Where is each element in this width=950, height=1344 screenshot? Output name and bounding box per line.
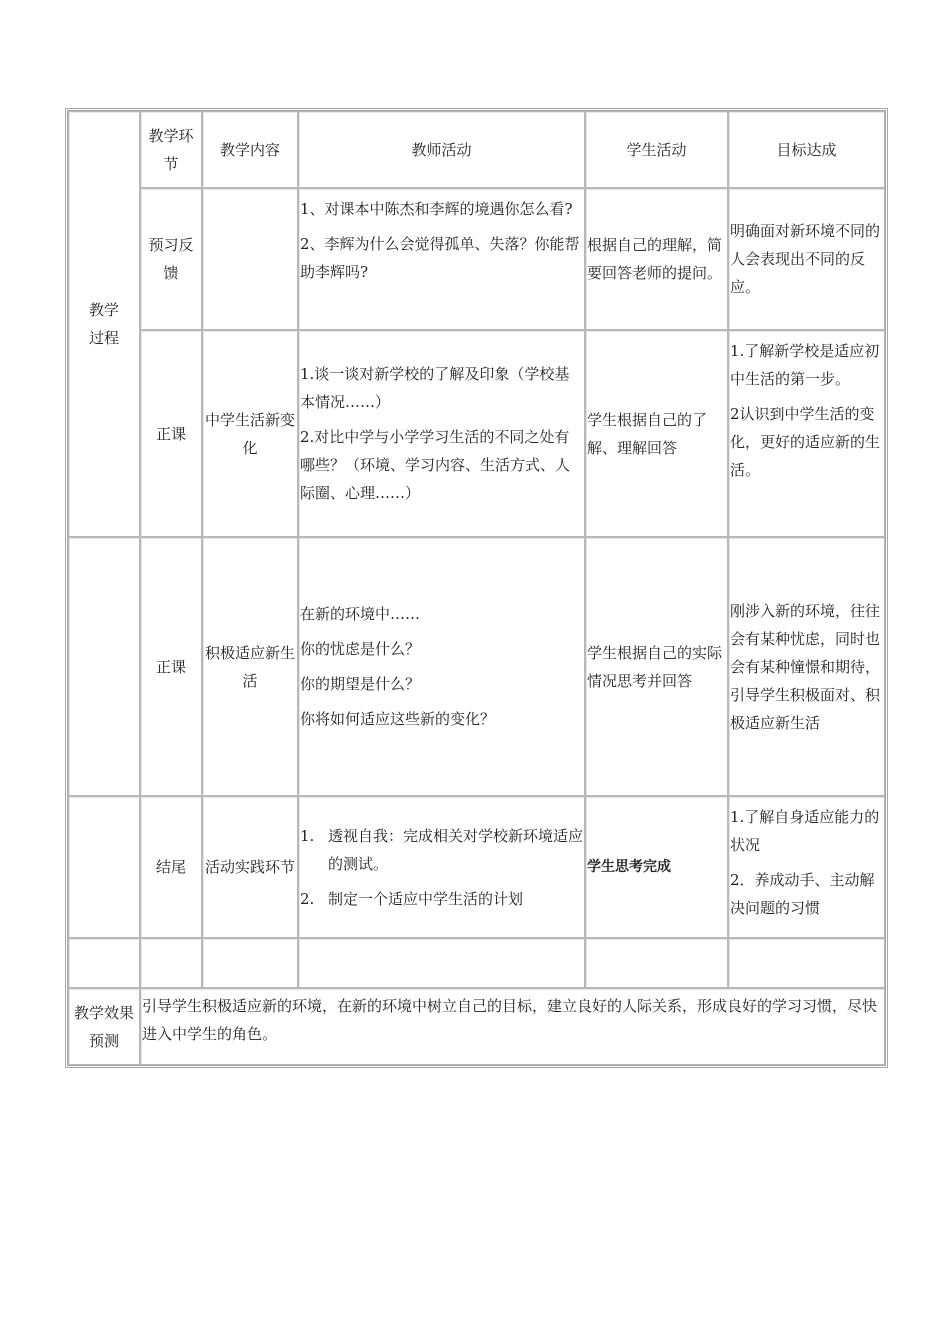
row2-stage: 正课 bbox=[140, 330, 202, 537]
empty-cell bbox=[585, 938, 728, 988]
row4-teacher bbox=[298, 796, 585, 938]
process-end-cell bbox=[68, 796, 140, 938]
row3-content: 积极适应新生活 bbox=[202, 537, 298, 796]
row1-content bbox=[202, 188, 298, 330]
header-content: 教学内容 bbox=[202, 111, 298, 188]
row4-stage: 结尾 bbox=[140, 796, 202, 938]
row1-student: 根据自己的理解，简要回答老师的提问。 bbox=[585, 188, 728, 330]
header-teacher: 教师活动 bbox=[298, 111, 585, 188]
empty-cell bbox=[728, 938, 885, 988]
row3-student: 学生根据自己的实际情况思考并回答 bbox=[585, 537, 728, 796]
empty-cell bbox=[140, 938, 202, 988]
row2-teacher: 1.谈一谈对新学校的了解及印象（学校基本情况……） 2.对比中学与小学学习生活的不同之处有哪些？（环境、学习内容、生活方式、人际圈、心理……） bbox=[298, 330, 585, 537]
process-label: 教学过程 bbox=[88, 301, 119, 347]
process-label-cell bbox=[68, 111, 140, 537]
row3-goal: 刚涉入新的环境，往往会有某种忧虑，同时也会有某种憧憬和期待，引导学生积极面对、积极适应新生活 bbox=[728, 537, 885, 796]
header-stage: 教学环节 bbox=[140, 111, 202, 188]
row4-content: 活动实践环节 bbox=[202, 796, 298, 938]
empty-cell bbox=[68, 938, 140, 988]
teacher-list-item: 2. 制定一个适应中学生活的计划 bbox=[300, 889, 524, 908]
row4-student: 学生思考完成 bbox=[585, 796, 728, 938]
header-goal: 目标达成 bbox=[728, 111, 885, 188]
teacher-list-item: 1. 透视自我：完成相关对学校新环境适应的测试。 bbox=[300, 826, 584, 873]
empty-cell bbox=[298, 938, 585, 988]
row3-stage: 正课 bbox=[140, 537, 202, 796]
effect-text-cell: 引导学生积极适应新的环境，在新的环境中树立自己的目标，建立良好的人际关系，形成良好的学习习惯，尽快进入中学生的角色。 bbox=[140, 988, 885, 1065]
row2-content: 中学生活新变化 bbox=[202, 330, 298, 537]
row4-goal: 1.了解自身适应能力的状况 2．养成动手、主动解决问题的习惯 bbox=[728, 796, 885, 938]
row1-stage: 预习反馈 bbox=[140, 188, 202, 330]
row3-teacher: 在新的环境中…… 你的忧虑是什么？ 你的期望是什么？ 你将如何适应这些新的变化？ bbox=[298, 537, 585, 796]
row1-goal: 明确面对新环境不同的人会表现出不同的反应。 bbox=[728, 188, 885, 330]
header-student: 学生活动 bbox=[585, 111, 728, 188]
process-continued-cell bbox=[68, 537, 140, 796]
row2-goal: 1.了解新学校是适应初中生活的第一步。 2认识到中学生活的变化，更好的适应新的生活。 bbox=[728, 330, 885, 537]
effect-label-cell: 教学效果预测 bbox=[68, 988, 140, 1065]
row1-teacher: 1、对课本中陈杰和李辉的境遇你怎么看? 2、李辉为什么会觉得孤单、失落？你能帮助李辉吗? bbox=[298, 188, 585, 330]
empty-cell bbox=[202, 938, 298, 988]
row2-student: 学生根据自己的了解、理解回答 bbox=[585, 330, 728, 537]
